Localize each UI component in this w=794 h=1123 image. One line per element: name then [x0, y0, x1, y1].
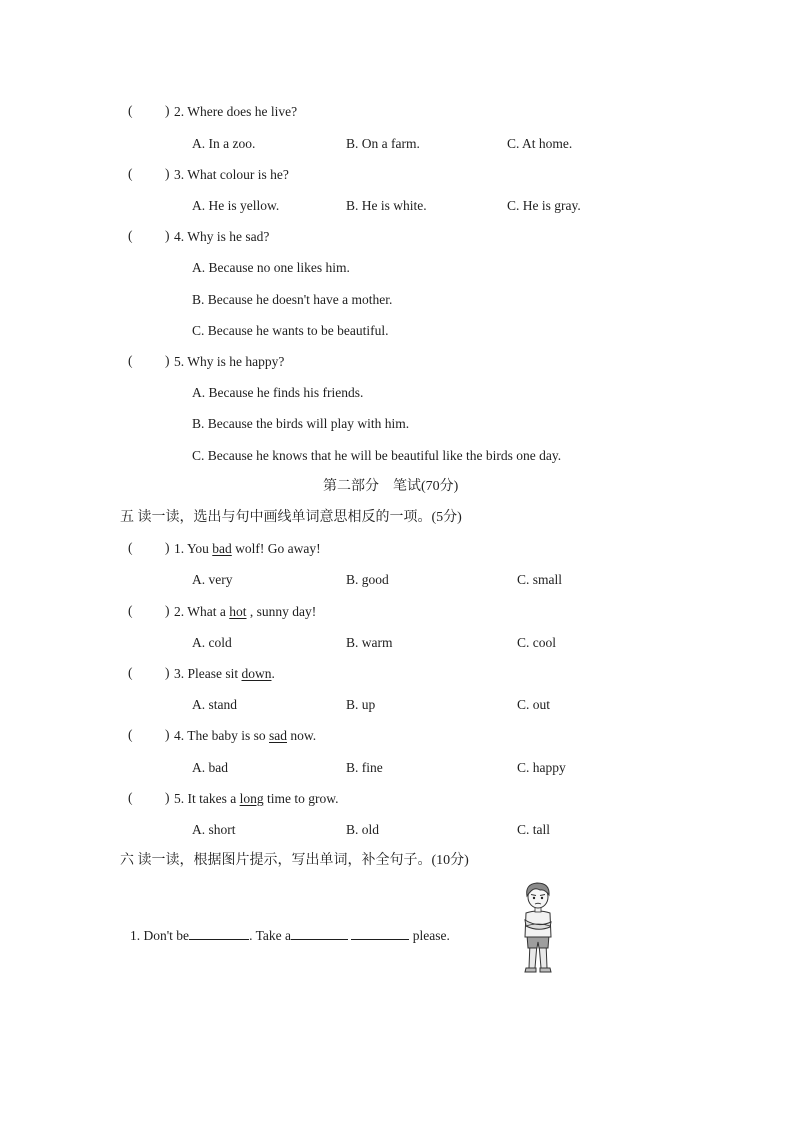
boy-illustration	[513, 880, 563, 975]
question-text: 1. You bad wolf! Go away!	[174, 541, 321, 556]
underlined-word: down	[241, 666, 272, 681]
question-text: 4. Why is he sad?	[174, 229, 270, 244]
answer-paren-close: )	[165, 228, 170, 243]
option-b: B. Because the birds will play with him.	[192, 416, 410, 431]
answer-paren-close: )	[165, 727, 170, 742]
answer-paren-close: )	[165, 103, 170, 118]
underlined-word: long	[239, 791, 264, 806]
answer-paren-open: (	[128, 665, 133, 680]
option-c: C. At home.	[507, 136, 573, 151]
underlined-word: sad	[269, 728, 287, 743]
option-a: A. stand	[192, 697, 237, 712]
underlined-word: bad	[212, 541, 232, 556]
answer-paren-close: )	[165, 603, 170, 618]
option-b: B. up	[346, 697, 376, 712]
option-b: B. fine	[346, 760, 383, 775]
answer-paren-close: )	[165, 540, 170, 555]
answer-paren-open: (	[128, 540, 133, 555]
option-b: B. He is white.	[346, 198, 427, 213]
option-b: B. warm	[346, 635, 393, 650]
option-a: A. Because he finds his friends.	[192, 385, 364, 400]
option-a: A. short	[192, 822, 236, 837]
option-c: C. tall	[517, 822, 550, 837]
option-a: A. He is yellow.	[192, 198, 280, 213]
answer-paren-open: (	[128, 727, 133, 742]
option-c: C. He is gray.	[507, 198, 581, 213]
option-c: C. Because he wants to be beautiful.	[192, 323, 389, 338]
part-two-title: 第二部分 笔试(70分)	[323, 479, 459, 494]
option-a: A. Because no one likes him.	[192, 260, 350, 275]
answer-paren-close: )	[165, 665, 170, 680]
answer-blank[interactable]	[291, 926, 348, 940]
answer-paren-open: (	[128, 103, 133, 118]
question-text: 3. What colour is he?	[174, 167, 289, 182]
option-c: C. happy	[517, 760, 566, 775]
question-text: 4. The baby is so sad now.	[174, 728, 317, 743]
question-text: 2. What a hot , sunny day!	[174, 604, 317, 619]
answer-paren-close: )	[165, 790, 170, 805]
question-text: 5. It takes a long time to grow.	[174, 791, 339, 806]
answer-paren-open: (	[128, 228, 133, 243]
option-a: A. very	[192, 572, 233, 587]
question-text: 2. Where does he live?	[174, 104, 298, 119]
answer-blank[interactable]	[189, 926, 249, 940]
option-b: B. On a farm.	[346, 136, 420, 151]
answer-paren-close: )	[165, 166, 170, 181]
section-five-title: 五 读一读，选出与句中画线单词意思相反的一项。(5分)	[120, 510, 462, 525]
fill-in-sentence: 1. Don't be . Take a please.	[130, 928, 450, 943]
option-b: B. Because he doesn't have a mother.	[192, 292, 393, 307]
option-a: A. In a zoo.	[192, 136, 256, 151]
answer-paren-open: (	[128, 353, 133, 368]
answer-paren-open: (	[128, 790, 133, 805]
option-c: C. small	[517, 572, 563, 587]
answer-paren-close: )	[165, 353, 170, 368]
section-six-title: 六 读一读，根据图片提示，写出单词，补全句子。(10分)	[120, 853, 469, 868]
underlined-word: hot	[229, 604, 247, 619]
answer-paren-open: (	[128, 603, 133, 618]
option-c: C. cool	[517, 635, 556, 650]
question-text: 5. Why is he happy?	[174, 354, 285, 369]
answer-paren-open: (	[128, 166, 133, 181]
option-c: C. out	[517, 697, 551, 712]
option-a: A. bad	[192, 760, 228, 775]
question-text: 3. Please sit down.	[174, 666, 275, 681]
option-b: B. good	[346, 572, 389, 587]
answer-blank[interactable]	[351, 926, 409, 940]
option-a: A. cold	[192, 635, 232, 650]
option-b: B. old	[346, 822, 380, 837]
option-c: C. Because he knows that he will be beautiful like the birds one day.	[192, 448, 562, 463]
